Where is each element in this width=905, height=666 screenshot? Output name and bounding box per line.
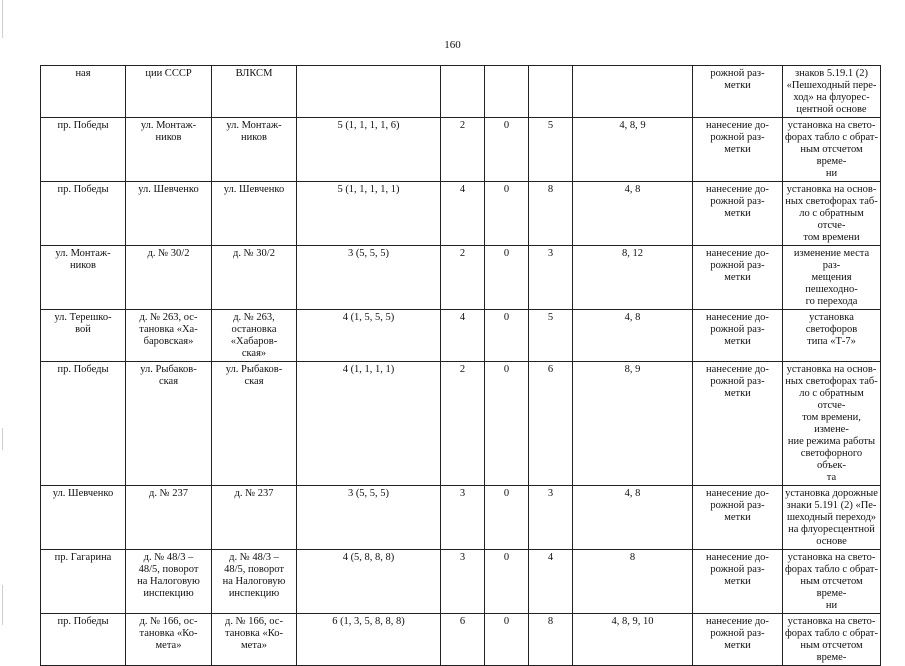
table-cell: д. № 166, ос- тановка «Ко- мета» (126, 614, 212, 666)
table-cell (529, 66, 573, 118)
table-cell: 4 (1, 5, 5, 5) (297, 310, 441, 362)
table-cell: д. № 48/3 – 48/5, поворот на Налоговую инспекцию (212, 550, 297, 614)
table-cell: ул. Монтаж- ников (41, 246, 126, 310)
table-cell: ул. Монтаж- ников (212, 118, 297, 182)
scan-edge-mark (2, 0, 3, 38)
table-cell: д. № 237 (126, 486, 212, 550)
table-cell: 5 (1, 1, 1, 1, 1) (297, 182, 441, 246)
table-cell: нанесение до- рожной раз- метки (693, 182, 783, 246)
table-cell: 5 (1, 1, 1, 1, 6) (297, 118, 441, 182)
table-cell (441, 66, 485, 118)
table-cell: 4, 8, 9 (573, 118, 693, 182)
table-cell: ул. Шевченко (212, 182, 297, 246)
table-row (41, 362, 881, 486)
table-cell: д. № 263, остановка «Хабаров- ская» (212, 310, 297, 362)
table-cell: установка на свето- форах табло с обрат- ным отсчетом време- (783, 614, 881, 666)
table-cell: 6 (529, 362, 573, 486)
table-cell: ул. Шевченко (126, 182, 212, 246)
table-row (41, 66, 881, 118)
table-cell: ная (41, 66, 126, 118)
table-cell: установка на основ- ных светофорах таб- ло с обратным отсчe- том времени (783, 182, 881, 246)
table-cell: д. № 237 (212, 486, 297, 550)
table-cell: д. № 30/2 (126, 246, 212, 310)
table-cell: 2 (441, 246, 485, 310)
table-cell: 2 (441, 118, 485, 182)
table-cell: нанесение до- рожной раз- метки (693, 310, 783, 362)
table-cell: ВЛКСМ (212, 66, 297, 118)
table-cell: рожной раз- метки (693, 66, 783, 118)
scan-edge-mark (2, 585, 3, 625)
table-cell: установка дорожные знаки 5.191 (2) «Пе- шеходный переход» на флуоресцентной основе (783, 486, 881, 550)
table-cell: нанесение до- рожной раз- метки (693, 246, 783, 310)
table-cell: установка светофоров типа «Т-7» (783, 310, 881, 362)
table-cell: знаков 5.19.1 (2) «Пешеходный пере- ход» на флуорес- центной основе (783, 66, 881, 118)
table-cell: д. № 166, ос- тановка «Ко- мета» (212, 614, 297, 666)
table-cell: 6 (1, 3, 5, 8, 8, 8) (297, 614, 441, 666)
table-cell: ул. Рыбаков- ская (126, 362, 212, 486)
table-cell: д. № 30/2 (212, 246, 297, 310)
table-cell: установка на свето- форах табло с обрат- ным отсчетом време- ни (783, 118, 881, 182)
table-cell: 8, 9 (573, 362, 693, 486)
table-row (41, 118, 881, 182)
table-cell: нанесение до- рожной раз- метки (693, 362, 783, 486)
table-cell: 5 (529, 118, 573, 182)
table-cell: 0 (485, 486, 529, 550)
table-cell: ции СССР (126, 66, 212, 118)
table-cell: изменение места раз- мещения пешеходно- го перехода (783, 246, 881, 310)
table-cell: ул. Шевченко (41, 486, 126, 550)
page-number: 160 (444, 39, 461, 51)
table-cell: 3 (5, 5, 5) (297, 246, 441, 310)
table-cell: 8 (529, 614, 573, 666)
table-cell: пр. Победы (41, 614, 126, 666)
table-cell: 4, 8 (573, 182, 693, 246)
table-cell: 4, 8 (573, 310, 693, 362)
table-cell: 3 (441, 550, 485, 614)
table-cell: 0 (485, 614, 529, 666)
table-cell: 3 (5, 5, 5) (297, 486, 441, 550)
table-cell: 4, 8 (573, 486, 693, 550)
table-cell: нанесение до- рожной раз- метки (693, 486, 783, 550)
table-cell: пр. Гагарина (41, 550, 126, 614)
table-cell: 4, 8, 9, 10 (573, 614, 693, 666)
table-cell: 0 (485, 182, 529, 246)
table-cell: пр. Победы (41, 118, 126, 182)
table-cell: ул. Терешко- вой (41, 310, 126, 362)
data-table (40, 65, 881, 666)
table-cell: 8, 12 (573, 246, 693, 310)
table-cell: пр. Победы (41, 362, 126, 486)
table-cell: 4 (441, 310, 485, 362)
table-cell: 0 (485, 246, 529, 310)
table-cell: 4 (5, 8, 8, 8) (297, 550, 441, 614)
table-row (41, 486, 881, 550)
table-cell: 8 (573, 550, 693, 614)
table-cell: ул. Рыбаков- ская (212, 362, 297, 486)
table-cell: нанесение до- рожной раз- метки (693, 118, 783, 182)
table-cell: 0 (485, 118, 529, 182)
table-cell: 4 (441, 182, 485, 246)
table-cell: 0 (485, 550, 529, 614)
table-body (41, 66, 881, 666)
table-cell: 3 (529, 246, 573, 310)
table-cell: нанесение до- рожной раз- метки (693, 550, 783, 614)
table-cell: 3 (529, 486, 573, 550)
table-cell: 8 (529, 182, 573, 246)
table-cell: 4 (529, 550, 573, 614)
table-cell: 6 (441, 614, 485, 666)
table-cell: д. № 48/3 – 48/5, поворот на Налоговую инспекцию (126, 550, 212, 614)
table-cell: 5 (529, 310, 573, 362)
table-cell: 4 (1, 1, 1, 1) (297, 362, 441, 486)
table-cell: 3 (441, 486, 485, 550)
table-cell (297, 66, 441, 118)
table-cell (573, 66, 693, 118)
table-cell (485, 66, 529, 118)
table-row (41, 310, 881, 362)
table-cell: нанесение до- рожной раз- метки (693, 614, 783, 666)
table-row (41, 550, 881, 614)
table-cell: установка на основ- ных светофорах таб- ло с обратным отсче- том времени, измене- ние режима работы светофорного объек- та (783, 362, 881, 486)
table-cell: ул. Монтаж- ников (126, 118, 212, 182)
scan-edge-mark (2, 428, 3, 450)
table-cell: д. № 263, ос- тановка «Ха- баровская» (126, 310, 212, 362)
table-cell: пр. Победы (41, 182, 126, 246)
table-row (41, 182, 881, 246)
table-cell: 0 (485, 310, 529, 362)
table-cell: 0 (485, 362, 529, 486)
table-cell: установка на свето- форах табло с обрат- ным отсчетом време- ни (783, 550, 881, 614)
table-cell: 2 (441, 362, 485, 486)
table-row (41, 246, 881, 310)
